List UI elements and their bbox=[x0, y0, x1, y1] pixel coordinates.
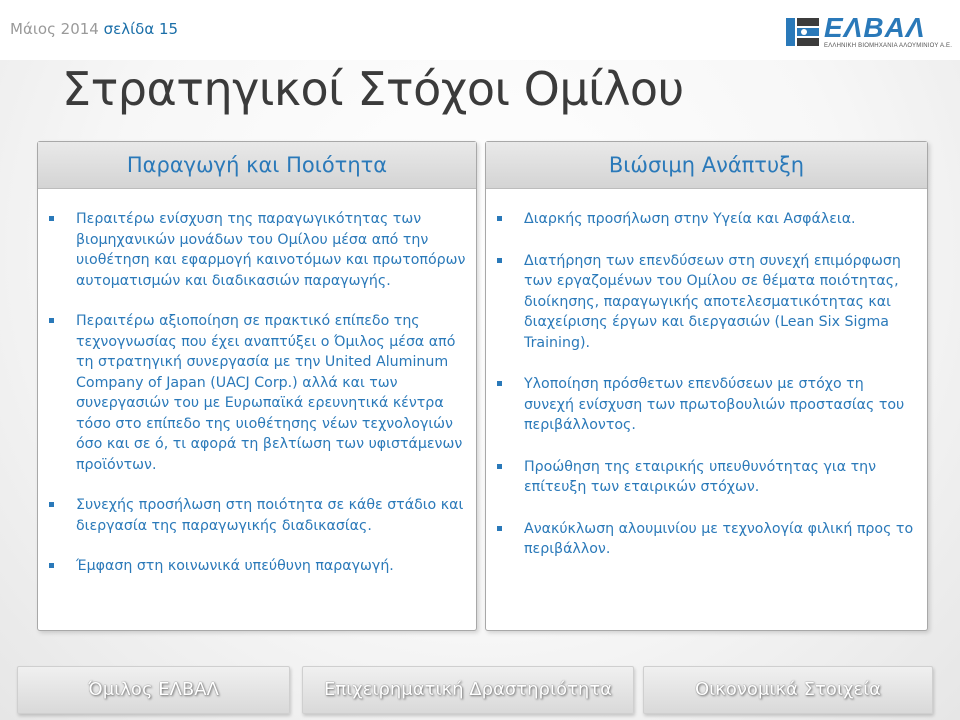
list-item bbox=[46, 556, 466, 577]
list-item-text: Περαιτέρω αξιοποίηση σε πρακτικό επίπεδο της τεχνογνωσίας που έχει αναπτύξει ο Όμιλος μέσα από τη στρατηγική συνεργασία με την United Aluminum Company of Japan (UACJ Corp.) αλλά και των συνεργασιών του με Ευρωπαϊκά ερευνητικά κέντρα τόσο στο επίπεδο της υιοθέτησης νέων τεχνολογιών όσο και σε ό, τι αφορά τη βελτίωση των υφιστάμενων προϊόντων. bbox=[76, 313, 463, 473]
production-quality-list bbox=[46, 209, 466, 597]
nav-button-financial-data[interactable]: Οικονομικά Στοιχεία bbox=[643, 666, 933, 714]
list-item bbox=[494, 374, 917, 436]
sustainable-development-heading: Βιώσιμη Ανάπτυξη bbox=[486, 142, 927, 189]
square-bullet-icon bbox=[497, 258, 502, 263]
logo-name: ΕΛΒΑΛ bbox=[824, 12, 926, 43]
list-item-text: Προώθηση της εταιρικής υπευθυνότητας για την επίτευξη των εταιρικών στόχων. bbox=[524, 458, 877, 495]
production-quality-panel bbox=[37, 141, 477, 631]
production-quality-heading: Παραγωγή και Ποιότητα bbox=[38, 142, 476, 189]
list-item-text: Ανακύκλωση αλουμινίου με τεχνολογία φιλική προς το περιβάλλον. bbox=[524, 520, 914, 557]
date-label: Μάιος 2014 bbox=[10, 20, 99, 38]
list-item-text: Υλοποίηση πρόσθετων επενδύσεων με στόχο τη συνεχή ενίσχυση των πρωτοβουλιών προστασίας του περιβάλλοντος. bbox=[524, 376, 905, 433]
nav-button-business-activity[interactable]: Επιχειρηματική Δραστηριότητα bbox=[302, 666, 634, 714]
list-item bbox=[494, 519, 917, 560]
list-item bbox=[46, 311, 466, 475]
sustainable-development-list bbox=[494, 209, 917, 581]
list-item bbox=[494, 251, 917, 354]
square-bullet-icon bbox=[497, 464, 502, 469]
page-number-label: σελίδα 15 bbox=[103, 20, 179, 38]
list-item bbox=[494, 457, 917, 498]
square-bullet-icon bbox=[497, 216, 502, 221]
list-item-text: Διαρκής προσήλωση στην Υγεία και Ασφάλεια. bbox=[524, 211, 856, 227]
list-item-text: Διατήρηση των επενδύσεων στη συνεχή επιμόρφωση των εργαζομένων του Ομίλου σε θέματα ποιότητας, διοίκησης, παραγωγικής αποτελεσματικότητας και διαχείρισης έργων και διεργασιών (Lean Six Sigma Training). bbox=[524, 252, 901, 351]
list-item bbox=[46, 495, 466, 536]
page-indicator bbox=[10, 20, 178, 38]
square-bullet-icon bbox=[497, 381, 502, 386]
square-bullet-icon bbox=[49, 318, 54, 323]
sustainable-development-panel bbox=[485, 141, 928, 631]
elval-logo-mark-icon bbox=[784, 12, 824, 52]
square-bullet-icon bbox=[49, 563, 54, 568]
list-item-text: Περαιτέρω ενίσχυση της παραγωγικότητας των βιομηχανικών μονάδων του Ομίλου μέσα από την υιοθέτηση και εφαρμογή καινοτόμων και πρωτοπόρων αυτοματισμών και διαδικασιών παραγωγής. bbox=[76, 211, 466, 289]
page-title: Στρατηγικοί Στόχοι Ομίλου bbox=[62, 62, 684, 116]
list-item-text: Συνεχής προσήλωση στη ποιότητα σε κάθε στάδιο και διεργασία της παραγωγικής διαδικασίας. bbox=[76, 497, 464, 534]
square-bullet-icon bbox=[49, 216, 54, 221]
square-bullet-icon bbox=[49, 502, 54, 507]
nav-button-group[interactable]: Όμιλος ΕΛΒΑΛ bbox=[17, 666, 290, 714]
list-item bbox=[494, 209, 917, 230]
list-item bbox=[46, 209, 466, 291]
logo-subtitle: ΕΛΛΗΝΙΚΗ ΒΙΟΜΗΧΑΝΙΑ ΑΛΟΥΜΙΝΙΟΥ Α.Ε. bbox=[824, 43, 953, 49]
list-item-text: Έμφαση στη κοινωνικά υπεύθυνη παραγωγή. bbox=[76, 558, 394, 574]
square-bullet-icon bbox=[497, 526, 502, 531]
elval-logo bbox=[784, 10, 954, 54]
